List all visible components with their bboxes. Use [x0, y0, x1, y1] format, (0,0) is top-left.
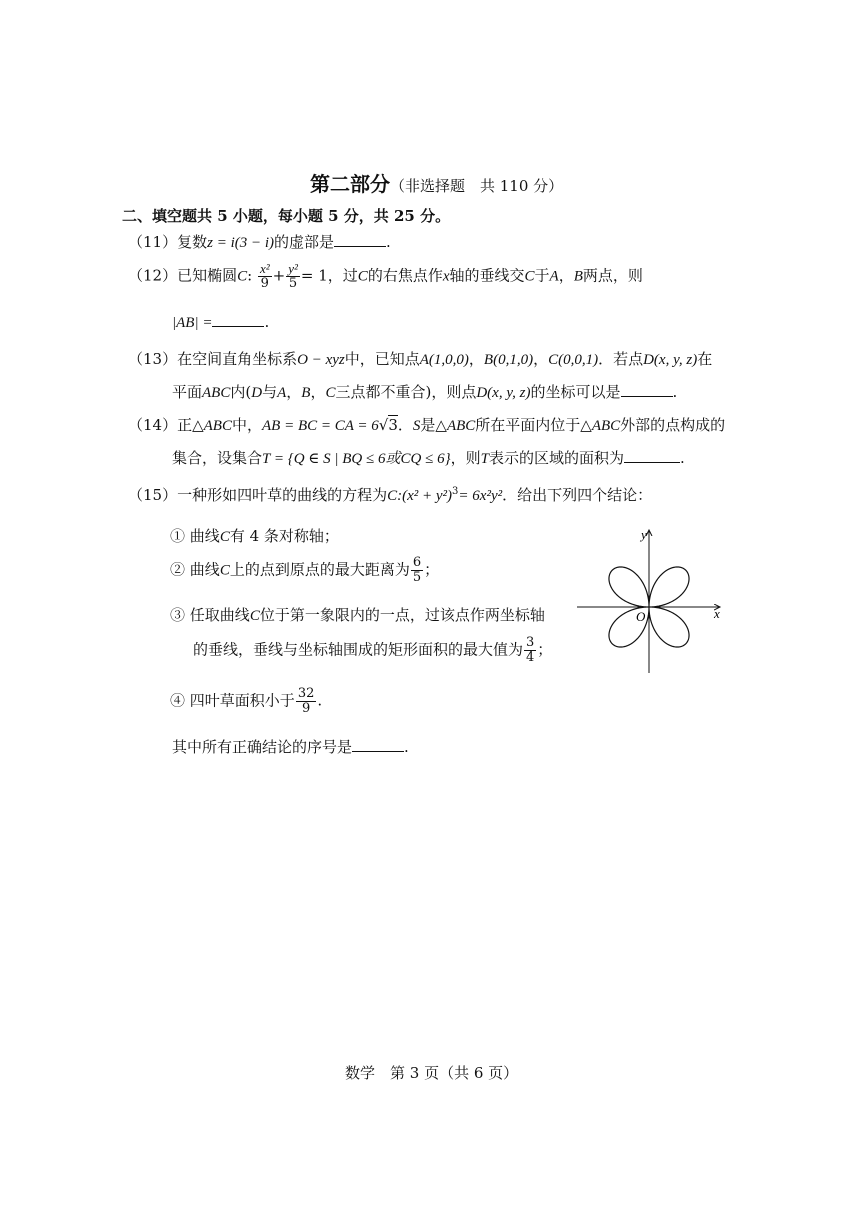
question-13-line2: 平面ABC内(D与A，B，C三点都不重合)，则点D(x, y, z)的坐标可以是 . [172, 383, 678, 401]
question-14-line2: 集合，设集合T = {Q ∈ S | BQ ≤ 6或CQ ≤ 6}，则T表示的区域的面积为 . [172, 449, 685, 467]
question-15: （15）一种形如四叶草的曲线的方程为C:(x² + y²)$^3$= 6x²y²．给出下列四个结论： [128, 486, 653, 504]
question-15-closing: 其中所有正确结论的序号是 . [172, 738, 409, 756]
question-13: （13）在空间直角坐标系O − xyz中，已知点A(1,0,0)，B(0,1,0)，C(0,0,1)．若点D(x, y, z)在 [128, 350, 713, 368]
conclusion-4: ④ 四叶草面积小于 $\frac{32}{9}$ . [170, 686, 323, 716]
section-heading: 二、填空题共 5 小题，每小题 5 分，共 25 分。 [122, 207, 451, 225]
question-12-line2: |AB| = . [172, 313, 270, 331]
fraction-x2-9: $\frac{\text{x²}}{9}$ [259, 261, 270, 291]
y-axis-label: y [641, 527, 647, 542]
question-12: （12）已知椭圆C: $\frac{\text{x²}}{9}$ + $\frac{\text{y²}}{5}$ = 1，过C的右焦点作x轴的垂线交C于A，B两点，则 [128, 261, 643, 291]
fraction-32-9: $\frac{32}{9}$ [297, 686, 315, 716]
fraction-y2-5: $\frac{\text{y²}}{5}$ [288, 261, 298, 291]
origin-label: O [636, 609, 646, 624]
answer-blank-14[interactable] [624, 450, 680, 463]
part-title: 第二部分（非选择题 共 110 分） [310, 172, 564, 196]
part-subtitle: （非选择题 共 110 分） [390, 177, 564, 195]
conclusion-3-line2: 的垂线，垂线与坐标轴围成的矩形面积的最大值为 $\frac{3}{4}$ ； [193, 635, 553, 665]
conclusion-3: ③ 任取曲线C位于第一象限内的一点，过该点作两坐标轴 [170, 606, 545, 624]
answer-blank-11[interactable] [334, 234, 386, 247]
conclusion-2: ② 曲线C上的点到原点的最大距离为 $\frac{6}{5}$ ； [170, 555, 440, 585]
page-footer: 数学 第 3 页（共 6 页） [345, 1064, 519, 1082]
conclusion-1: ① 曲线C有 4 条对称轴； [170, 527, 339, 545]
answer-blank-13[interactable] [621, 384, 673, 397]
answer-blank-15[interactable] [352, 739, 404, 752]
answer-blank-12[interactable] [212, 314, 264, 327]
fraction-3-4: $\frac{3}{4}$ [526, 635, 535, 665]
four-leaf-curve-figure [575, 525, 735, 675]
question-14: （14）正△ABC中，AB = BC = CA = 6√3．S是△ABC所在平面内位于△ABC外部的点构成的 [128, 416, 726, 434]
fraction-6-5: $\frac{6}{5}$ [412, 555, 422, 585]
question-11: （11）复数z = i(3 − i)的虚部是 . [128, 233, 391, 251]
x-axis-label: x [714, 606, 720, 621]
